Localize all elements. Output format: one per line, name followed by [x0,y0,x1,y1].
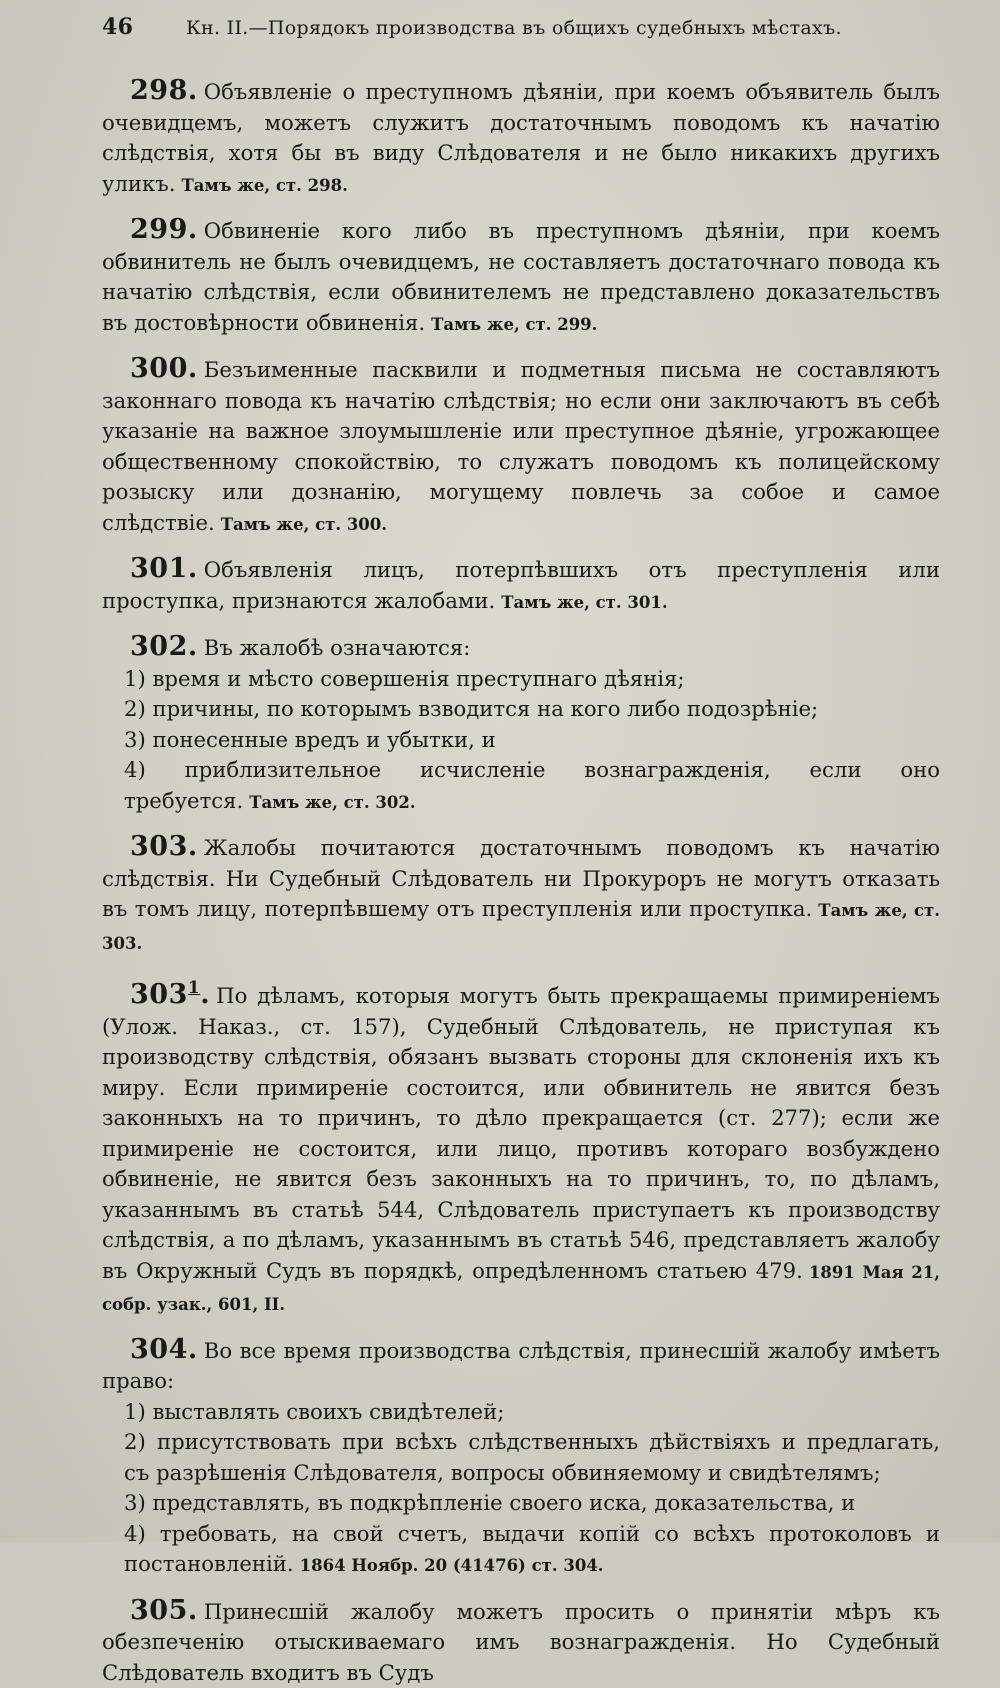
article-number: 303. [130,831,198,862]
article-number: 299. [130,214,198,245]
article-source: Тамъ же, ст. 302. [249,793,415,812]
article-text: По дѣламъ, которыя могутъ быть прекращаемы примиреніемъ (Улож. Наказ., ст. 157), Судебный Слѣдователь, не приступая къ производству слѣдствія, обязанъ вызвать стороны для склоненія ихъ къ миру. Если примиреніе состоится, или обвинитель не явится безъ законныхъ на то причинъ, то дѣло прекращается (ст. 277); если же примиреніе не состоится, или лицо, противъ котораго возбуждено обвиненіе, не явится безъ законныхъ на то причинъ, то, по дѣламъ, указаннымъ въ статьѣ 544, Слѣдователь приступаетъ къ производству слѣдствія, а по дѣламъ, указаннымъ въ статьѣ 546, представляетъ жалобу въ Окружный Судъ въ порядкѣ, опредѣленномъ статьею 479. [102,983,940,1283]
article-text: Объявленіе о преступномъ дѣяніи, при коемъ объявитель былъ очевидцемъ, можетъ служитъ достаточнымъ поводомъ къ начатію слѣдствія, хотя бы въ виду Слѣдователя и не было никакихъ другихъ уликъ. [102,79,940,196]
article-text: Принесшій жалобу можетъ просить о принятіи мѣръ къ обезпеченію отыскиваемаго имъ вознагражденія. Но Судебный Слѣдователь входитъ въ Судъ [102,1599,940,1685]
list-item: 4) требовать, на свой счетъ, выдачи копій со всѣхъ протоколовъ и постановленій. [124,1521,940,1577]
article-number: 301. [130,553,198,584]
article-302 [102,632,940,818]
article-number: 304. [130,1334,198,1365]
article-source: Тамъ же, ст. 303. [102,901,940,953]
list-item: 4) приблизительное исчисленіе вознагражденія, если оно требуется. [124,757,940,813]
article-299 [102,215,940,340]
article-300 [102,354,940,540]
article-305 [102,1596,940,1688]
article-source: Тамъ же, ст. 301. [501,593,667,612]
article-text: Въ жалобѣ означаются: [204,635,471,660]
page-number: 46 [102,14,186,40]
article-source: Тамъ же, ст. 300. [221,515,387,534]
article-number: $303^1$. [130,979,210,1010]
list-item: 3) понесенные вредъ и убытки, и [102,725,940,756]
article-number: 300. [130,353,198,384]
article-text: Жалобы почитаются достаточнымъ поводомъ къ начатію слѣдствія. Ни Судебный Слѣдователь ни Прокуроръ не могутъ отказать въ томъ лицу, потерпѣвшему отъ преступленія или проступка. [102,835,940,921]
article-text: Объявленія лицъ, потерпѣвшихъ отъ преступленія или проступка, признаются жалобами. [102,557,940,613]
article-text: Обвиненіе кого либо въ преступномъ дѣяніи, при коемъ обвинитель не былъ очевидцемъ, не составляетъ достаточнаго повода къ начатію слѣдствія, если обвинителемъ не представлено доказательствъ въ достовѣрности обвиненія. [102,218,940,335]
list-item: 3) представлять, въ подкрѣпленіе своего иска, доказательства, и [102,1488,940,1519]
article-source: 1864 Ноябр. 20 (41476) ст. 304. [300,1556,604,1575]
list-item: 2) причины, по которымъ взводится на кого либо подозрѣніе; [102,694,940,725]
article-304 [102,1335,940,1582]
article-text: Безъименные пасквили и подметныя письма не составляютъ законнаго повода къ начатію слѣдствія; но если они заключаютъ въ себѣ указаніе на важное злоумышленіе или преступное дѣяніе, угрожающее общественному спокойствію, то служатъ поводомъ къ полицейскому розыску или дознанію, могущему повлечь за собое и самое слѣдствіе. [102,357,940,535]
article-298 [102,76,940,201]
article-number-superscript: 1 [188,978,200,998]
article-number: 305. [130,1595,198,1626]
article-number: 302. [130,631,198,662]
running-head [102,14,940,40]
list-item: 1) выставлять своихъ свидѣтелей; [102,1397,940,1428]
article-source: 1891 Мая 21, собр. узак., 601, II. [102,1263,940,1315]
running-title: Кн. II.—Порядокъ производства въ общихъ судебныхъ мѣстахъ. [186,17,842,39]
article-301 [102,554,940,618]
list-item: 1) время и мѣсто совершенія преступнаго дѣянія; [102,664,940,695]
list-item: 2) присутствовать при всѣхъ слѣдственныхъ дѣйствіяхъ и предлагать, съ разрѣшенія Слѣдователя, вопросы обвиняемому и свидѣтелямъ; [102,1427,940,1488]
article-number: 298. [130,75,198,106]
article-303 [102,832,940,959]
article-source: Тамъ же, ст. 299. [431,315,597,334]
article-303-1 [102,973,940,1321]
article-text: Во все время производства слѣдствія, принесшій жалобу имѣетъ право: [102,1338,940,1394]
article-source: Тамъ же, ст. 298. [182,176,348,195]
